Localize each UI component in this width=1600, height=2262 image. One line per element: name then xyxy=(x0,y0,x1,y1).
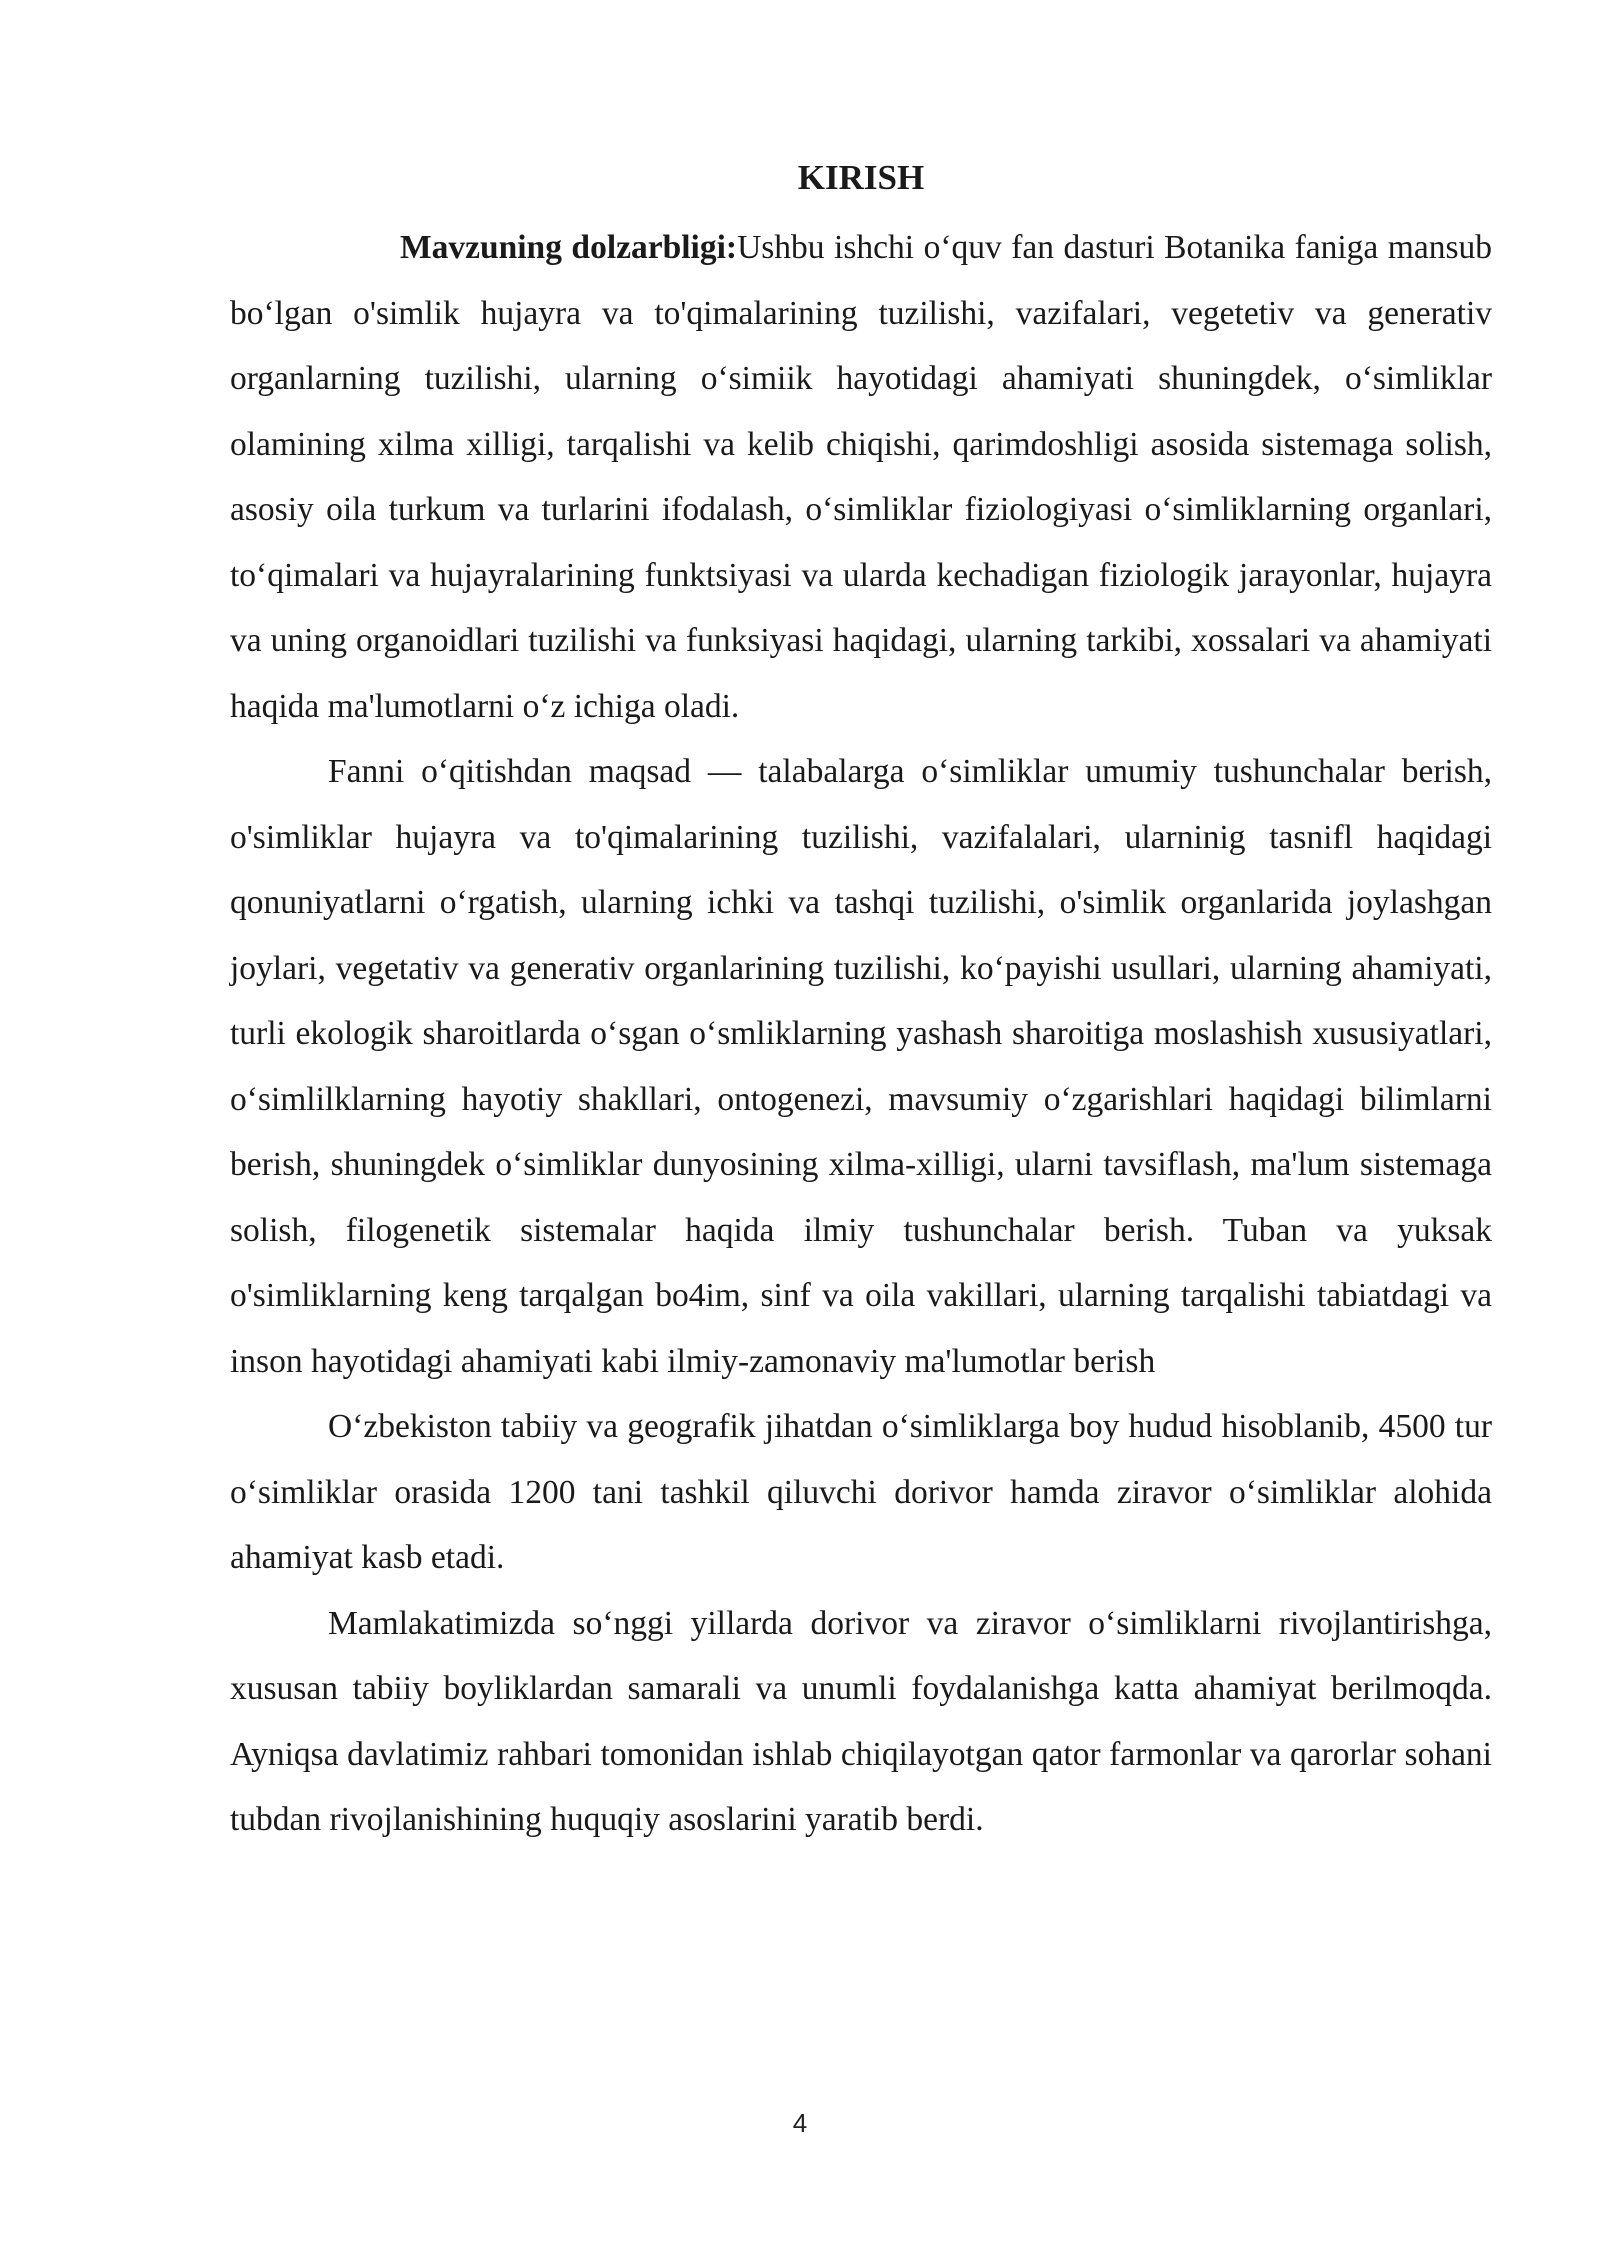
paragraph-uzbekistan: O‘zbekiston tabiiy va geografik jihatdan o‘simliklarga boy hudud hisoblanib, 4500 tur o‘simliklar orasida 1200 tani tashkil qiluvchi dorivor hamda ziravor o‘simliklar alohida ahamiyat kasb etadi. xyxy=(230,1408,1492,1576)
paragraph-relevance xyxy=(230,215,1492,739)
document-page xyxy=(230,150,1492,1853)
page-number: 4 xyxy=(792,2108,808,2138)
page-title: KIRISH xyxy=(797,158,925,197)
paragraph-lead: Mavzuning dolzarbligi: xyxy=(400,229,738,266)
paragraph-goal: Fanni o‘qitishdan maqsad — talabalarga o‘simliklar umumiy tushunchalar berish, o'simliklar hujayra va to'qimalarining tuzilishi, vazifalalari, ularninig tasnifl haqidagi qonuniyatlarni o‘rgatish, ularning ichki va tashqi tuzilishi, o'simlik organlarida joylashgan joylari, vegetativ va generativ organlarining tuzilishi, ko‘payishi usullari, ularning ahamiyati, turli ekologik sharoitlarda o‘sgan o‘smliklarning yashash sharoitiga moslashish xususiyatlari, o‘simlilklarning hayotiy shakllari, ontogenezi, mavsumiy o‘zgarishlari haqidagi bilimlarni berish, shuningdek o‘simliklar dunyosining xilma-xilligi, ularni tavsiflash, ma'lum sistemaga solish, filogenetik sistemalar haqida ilmiy tushunchalar berish. Tuban va yuksak o'simliklarning keng tarqalgan bo4im, sinf va oila vakillari, ularning tarqalishi tabiatdagi va inson hayotidagi ahamiyati kabi ilmiy-zamonaviy ma'lumotlar berish xyxy=(230,753,1492,1380)
paragraph-text: Ushbu ishchi o‘quv fan dasturi Botanika faniga mansub bo‘lgan o'simlik hujayra va to'qimalarining tuzilishi, vazifalari, vegetetiv va generativ organlarning tuzilishi, ularning o‘simiik hayotidagi ahamiyati shuningdek, o‘simliklar olamining xilma xilligi, tarqalishi va kelib chiqishi, qarimdoshligi asosida sistemaga solish, asosiy oila turkum va turlarini ifodalash, o‘simliklar fiziologiyasi o‘simliklarning organlari, to‘qimalari va hujayralarining funktsiyasi va ularda kechadigan fiziologik jarayonlar, hujayra va uning organoidlari tuzilishi va funksiyasi haqidagi, ularning tarkibi, xossalari va ahamiyati haqida ma'lumotlarni o‘z ichiga oladi. xyxy=(230,229,1493,725)
paragraph-country: Mamlakatimizda so‘nggi yillarda dorivor va ziravor o‘simliklarni rivojlantirishga, xususan tabiiy boyliklardan samarali va unumli foydalanishga katta ahamiyat berilmoqda. Ayniqsa davlatimiz rahbari tomonidan ishlab chiqilayotgan qator farmonlar va qarorlar sohani tubdan rivojlanishining huquqiy asoslarini yaratib berdi. xyxy=(230,1604,1492,1838)
